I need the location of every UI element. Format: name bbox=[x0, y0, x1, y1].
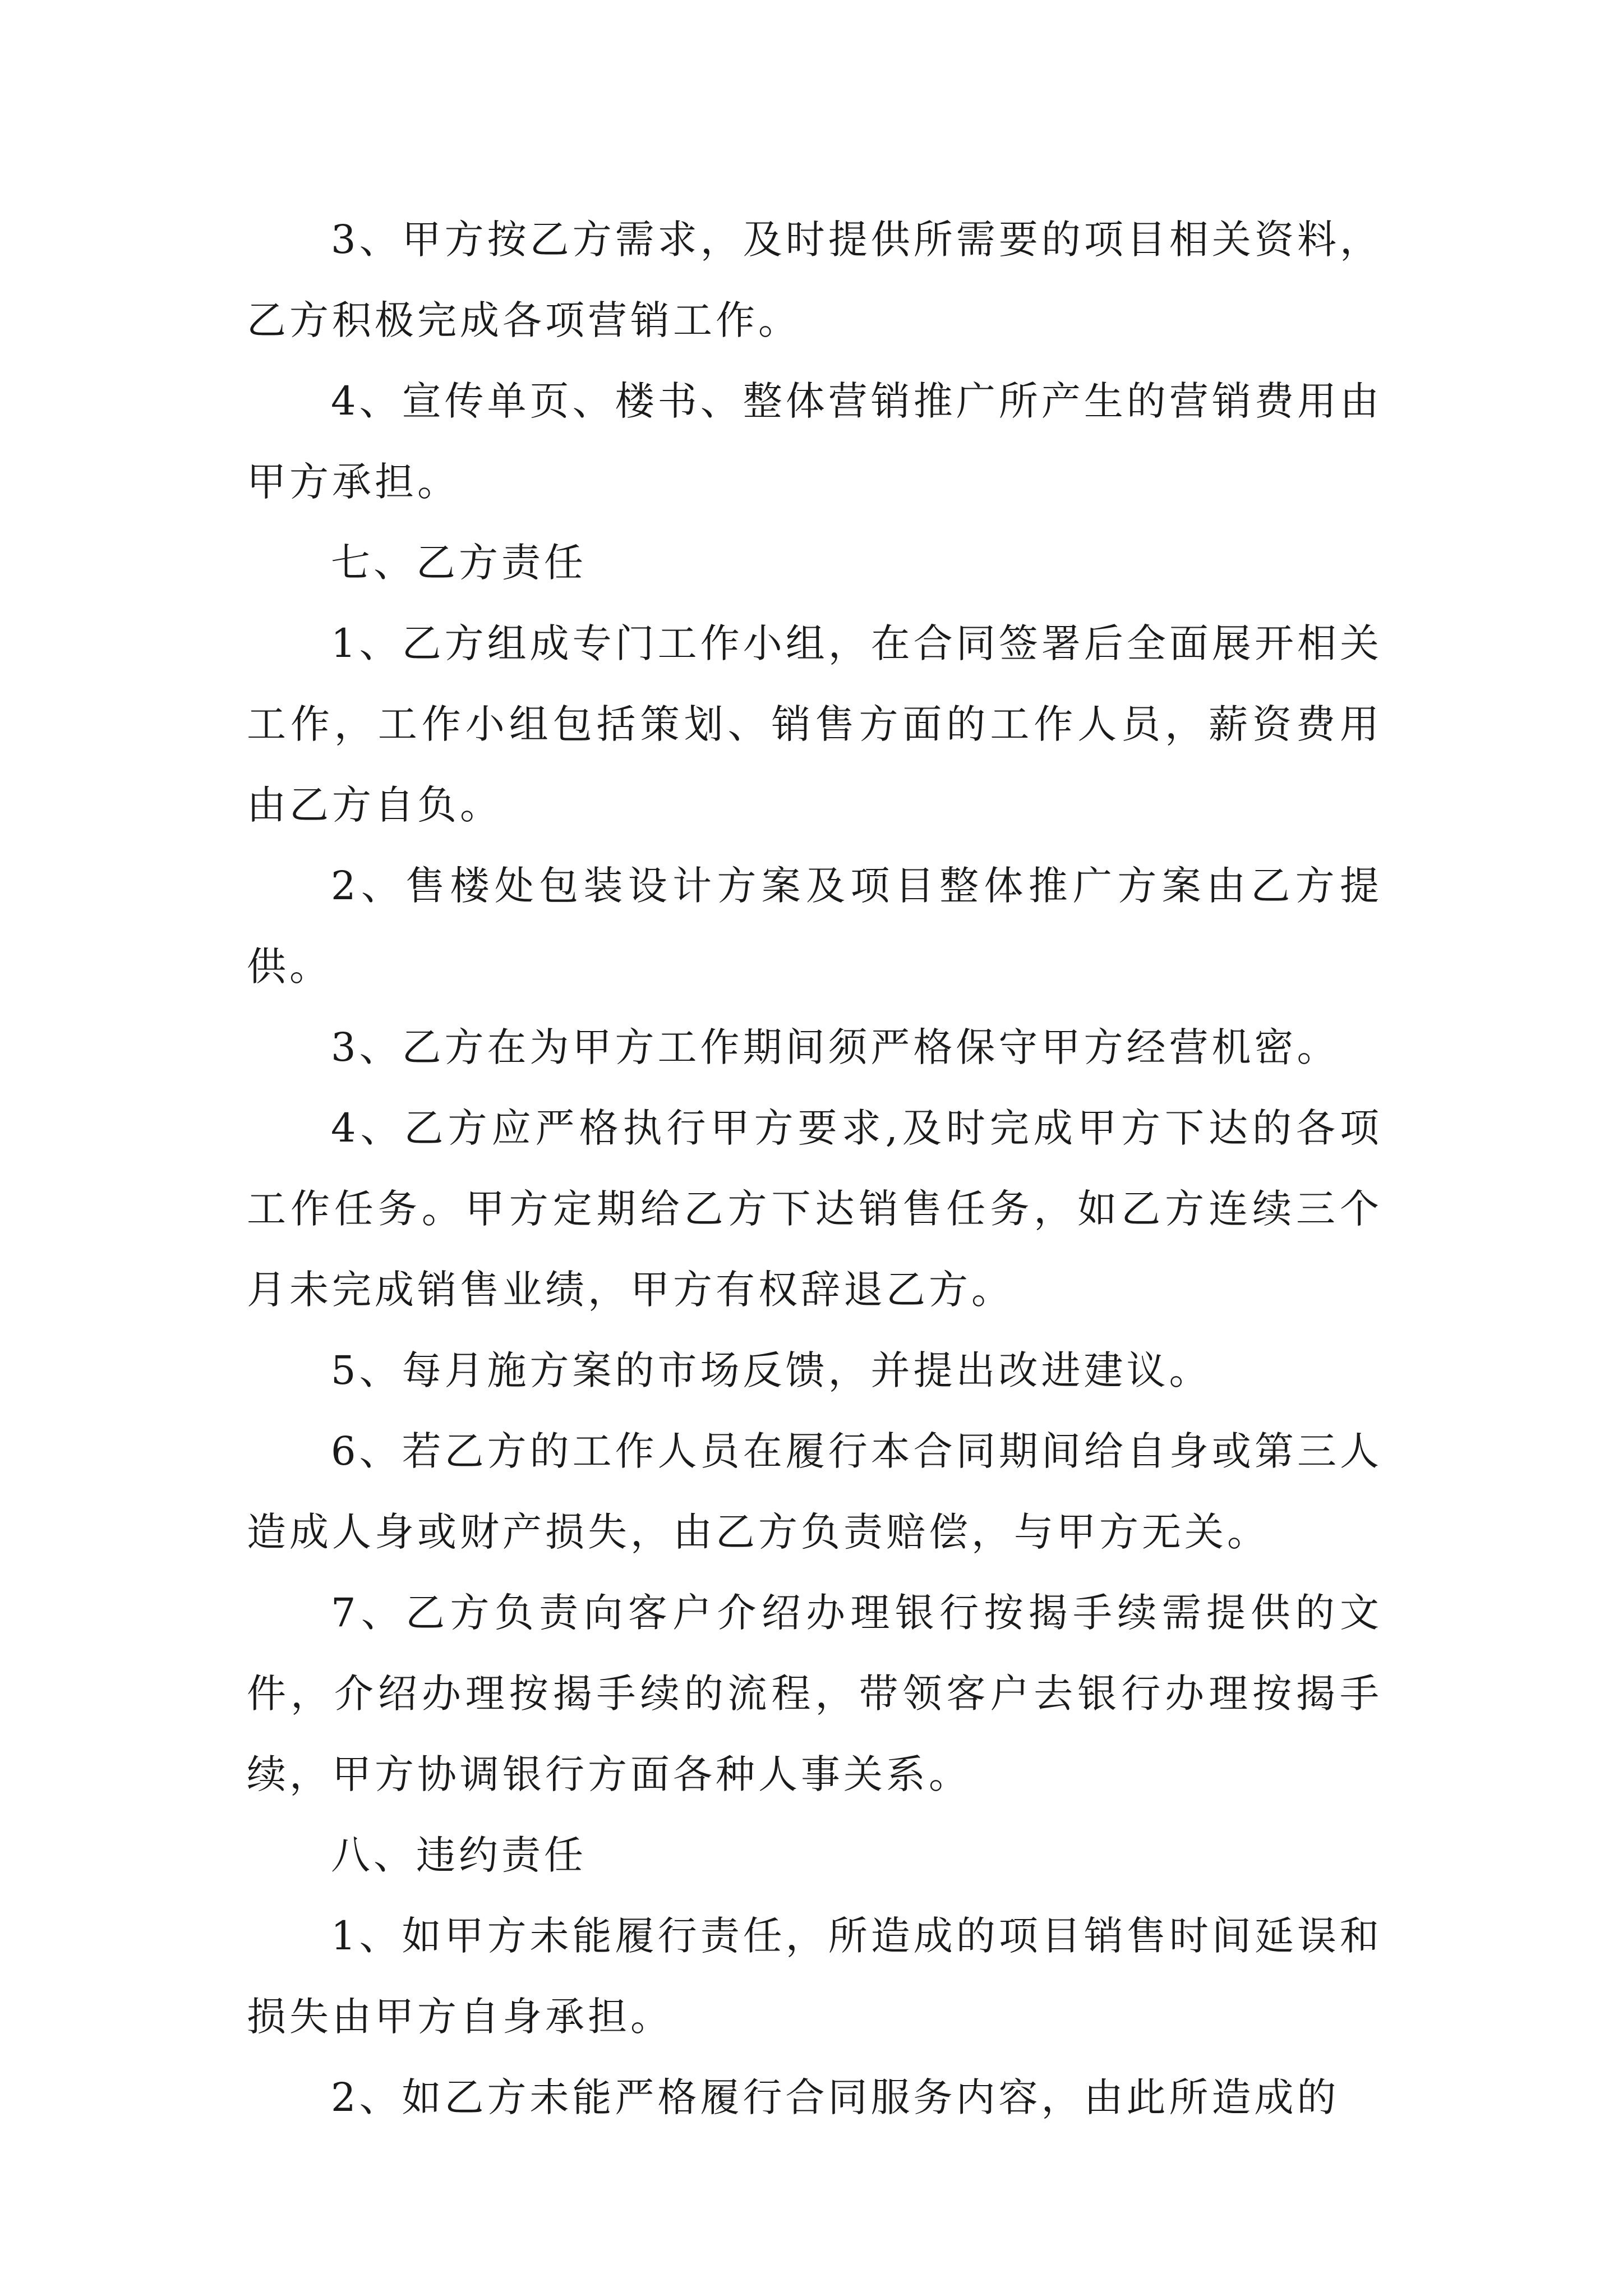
paragraph-party-a-provide-materials: 3、甲方按乙方需求，及时提供所需要的项目相关资料，乙方积极完成各项营销工作。 bbox=[247, 217, 1382, 343]
paragraph-marketing-costs: 4、宣传单页、楼书、整体营销推广所产生的营销费用由甲方承担。 bbox=[247, 378, 1382, 505]
paragraph-confidentiality: 3、乙方在为甲方工作期间须严格保守甲方经营机密。 bbox=[331, 1024, 1340, 1070]
paragraph-party-b-breach: 2、如乙方未能严格履行合同服务内容，由此所造成的 bbox=[331, 2074, 1340, 2120]
paragraph-monthly-feedback: 5、每月施方案的市场反馈，并提出改进建议。 bbox=[331, 1347, 1212, 1393]
paragraph-sales-tasks: 4、乙方应严格执行甲方要求,及时完成甲方下达的各项工作任务。甲方定期给乙方下达销售任务，如乙方连续三个月未完成销售业绩，甲方有权辞退乙方。 bbox=[247, 1105, 1382, 1313]
paragraph-work-team: 1、乙方组成专门工作小组，在合同签署后全面展开相关工作，工作小组包括策划、销售方面的工作人员，薪资费用由乙方自负。 bbox=[247, 620, 1382, 828]
section-heading-party-b-responsibility: 七、乙方责任 bbox=[331, 540, 587, 586]
section-heading-breach-liability: 八、违约责任 bbox=[331, 1832, 587, 1878]
paragraph-design-plan: 2、售楼处包装设计方案及项目整体推广方案由乙方提供。 bbox=[247, 863, 1382, 990]
paragraph-staff-liability: 6、若乙方的工作人员在履行本合同期间给自身或第三人造成人身或财产损失，由乙方负责赔偿，与甲方无关。 bbox=[247, 1428, 1382, 1555]
document-body bbox=[247, 199, 1382, 2138]
paragraph-mortgage-procedures: 7、乙方负责向客户介绍办理银行按揭手续需提供的文件，介绍办理按揭手续的流程，带领客户去银行办理按揭手续，甲方协调银行方面各种人事关系。 bbox=[247, 1590, 1382, 1797]
paragraph-party-a-breach: 1、如甲方未能履行责任，所造成的项目销售时间延误和损失由甲方自身承担。 bbox=[247, 1913, 1382, 2040]
